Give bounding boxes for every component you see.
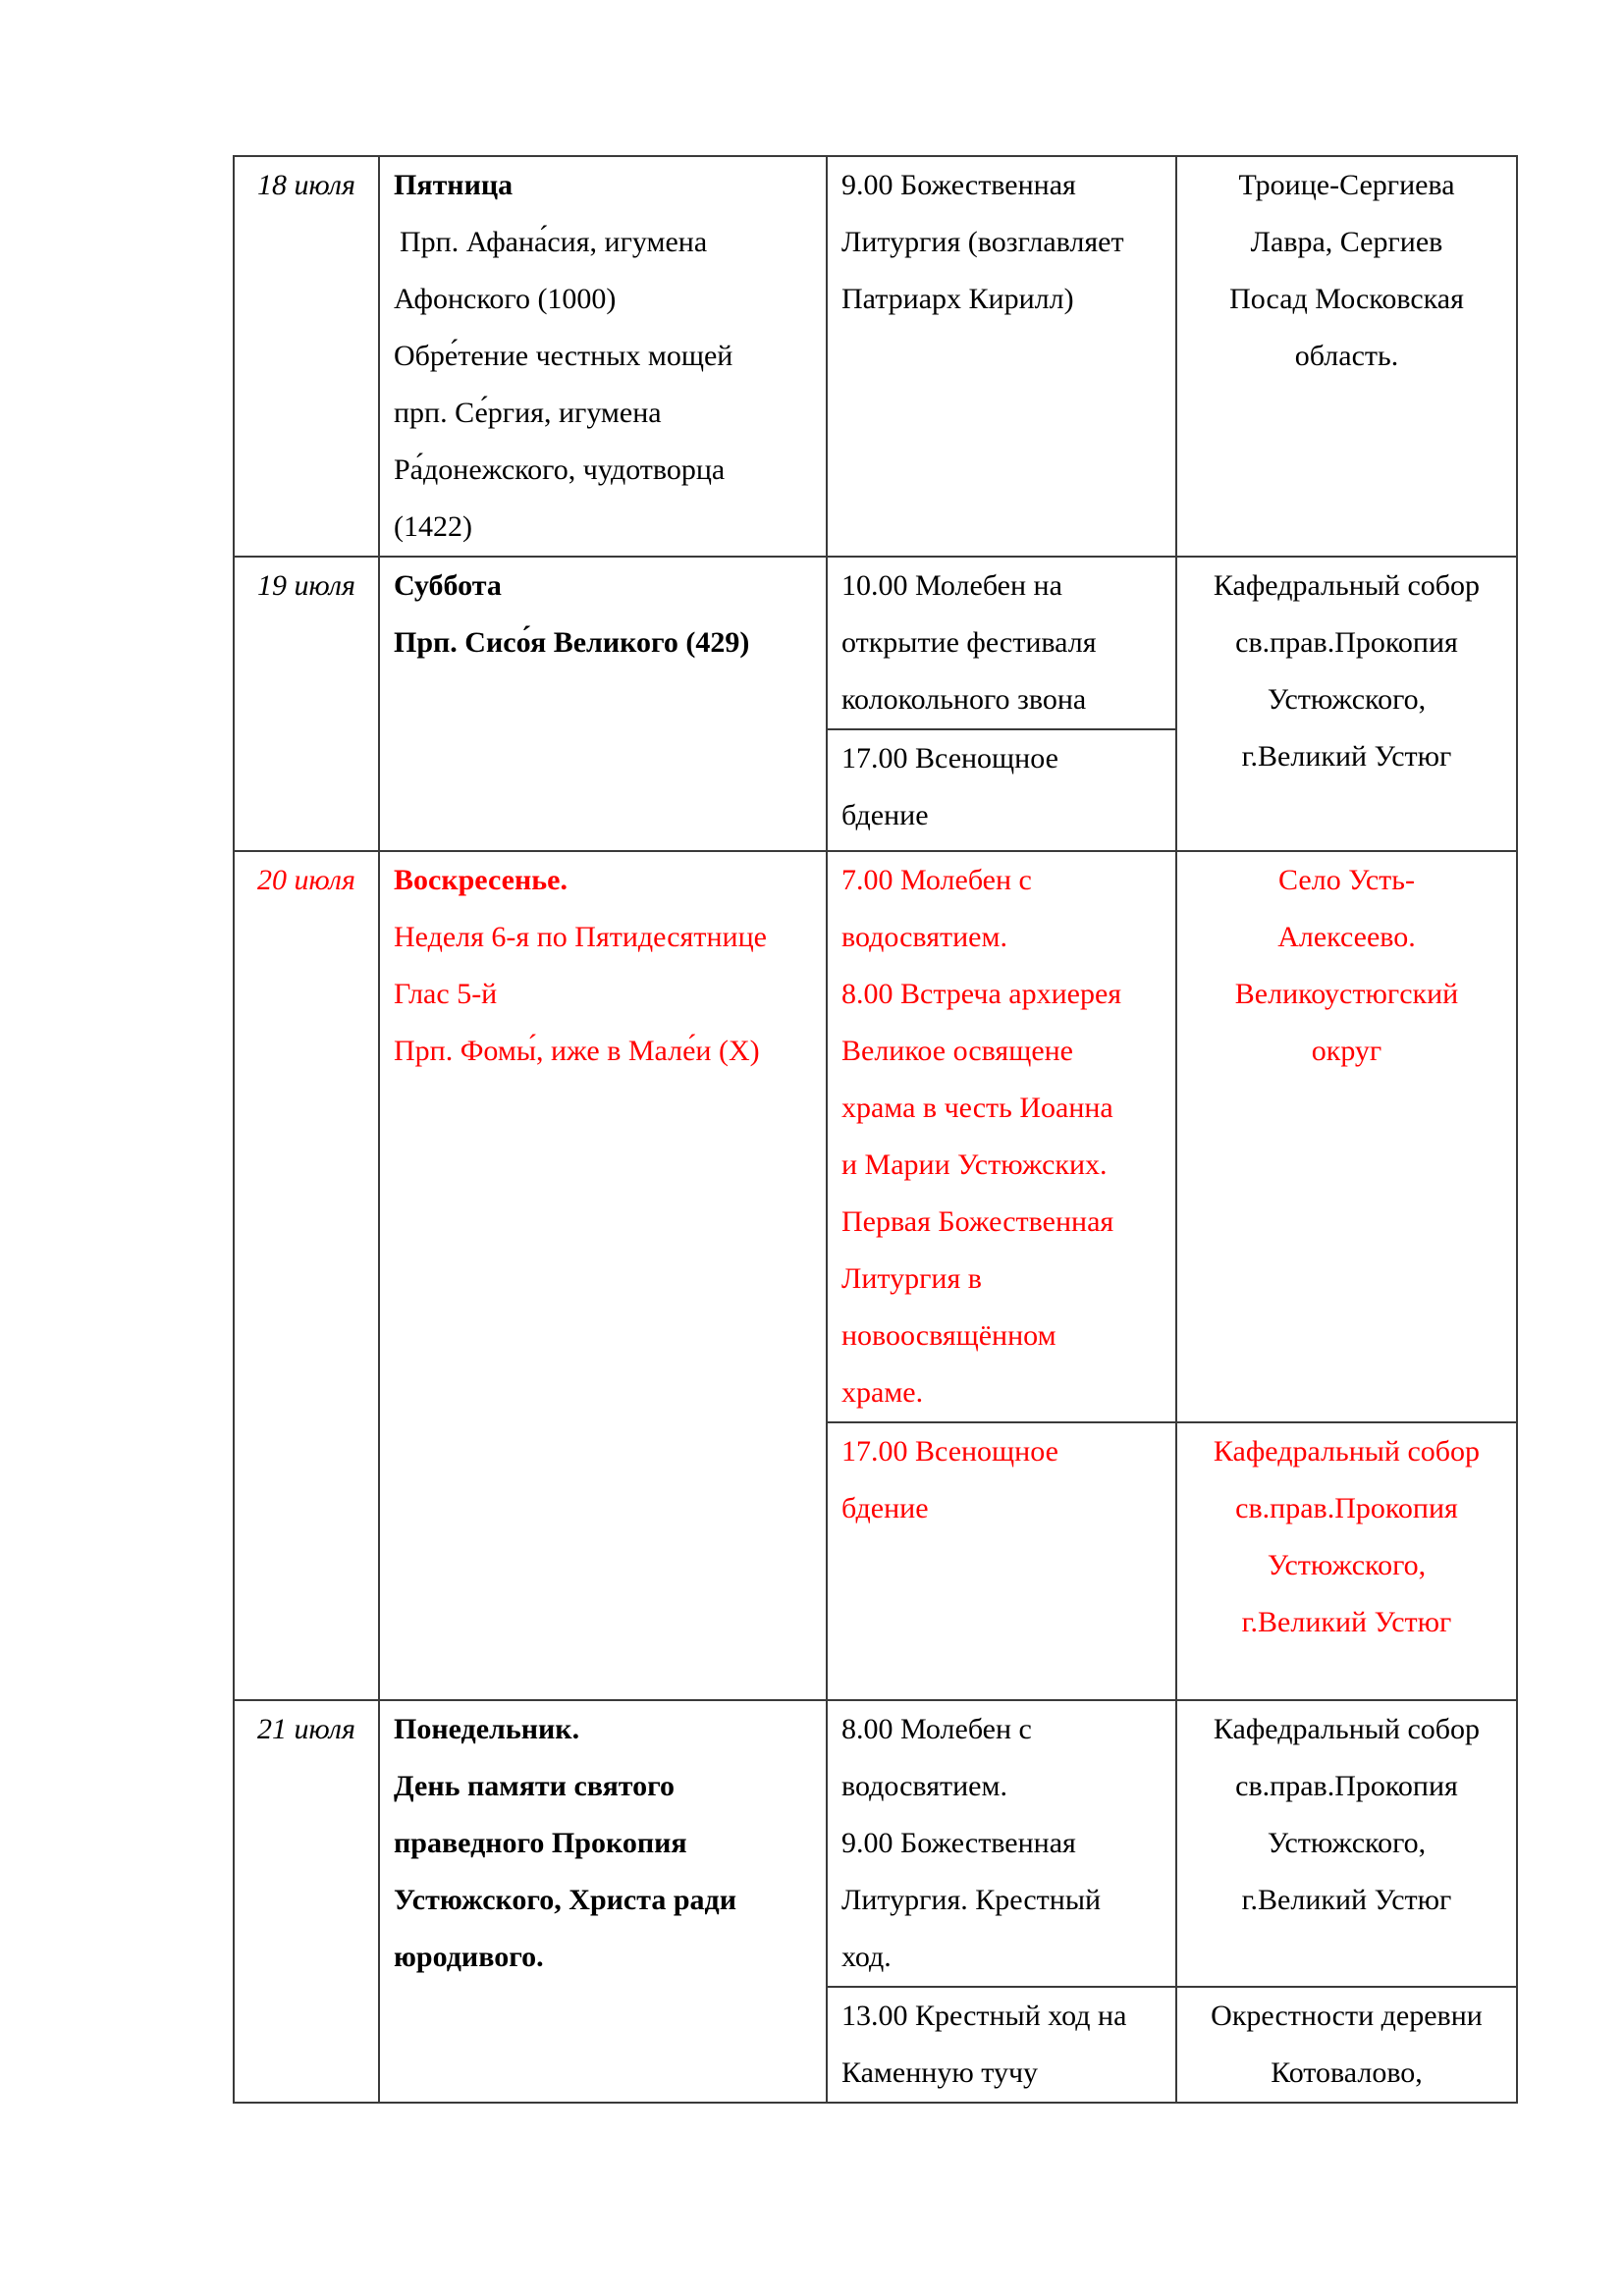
- place-line: Котовалово,: [1271, 2056, 1423, 2089]
- place-line: Лавра, Сергиев: [1250, 226, 1443, 258]
- place-line: Великоустюгский: [1234, 978, 1459, 1010]
- place-line: г.Великий Устюг: [1241, 1606, 1452, 1638]
- service-line: колокольного звона: [841, 683, 1087, 716]
- commemoration-line: Неделя 6-я по Пятидесятнице: [394, 921, 767, 953]
- service-line: Литургия. Крестный: [841, 1884, 1102, 1916]
- commemoration-cell: [379, 1700, 827, 2103]
- place-cell: [1176, 557, 1517, 851]
- place-cell: [1176, 1422, 1517, 1700]
- service-line: 10.00 Молебен на: [841, 569, 1062, 602]
- commemoration-line: Устюжского, Христа ради: [394, 1884, 736, 1916]
- place-line: Троице-Сергиева: [1238, 169, 1455, 201]
- service-line: ход.: [841, 1941, 892, 1973]
- table-row-21-july: [234, 1700, 1517, 1987]
- place-line: г.Великий Устюг: [1241, 740, 1452, 773]
- place-line: область.: [1294, 340, 1399, 372]
- commemoration-line: Афонского (1000): [394, 283, 617, 315]
- date-label: 20 июля: [257, 864, 355, 896]
- place-line: Кафедральный собор: [1213, 569, 1481, 602]
- commemoration-line: праведного Прокопия: [394, 1827, 687, 1859]
- service-line: Литургия в: [841, 1262, 982, 1295]
- service-line: Первая Божественная: [841, 1205, 1114, 1238]
- place-line: г.Великий Устюг: [1241, 1884, 1452, 1916]
- place-line: Устюжского,: [1267, 1827, 1427, 1859]
- table-row-19-july: [234, 557, 1517, 729]
- place-line: св.прав.Прокопия: [1235, 626, 1458, 659]
- commemoration-line: Прп. Афана́сия, игумена: [400, 226, 708, 258]
- service-cell: [827, 1700, 1176, 1987]
- place-line: Кафедральный собор: [1213, 1435, 1481, 1468]
- place-cell: [1176, 851, 1517, 1422]
- date-cell: [234, 1700, 379, 2103]
- service-line: Литургия (возглавляет: [841, 226, 1124, 258]
- commemoration-line: Обре́тение честных мощей: [394, 340, 733, 372]
- table-row-20-july: [234, 851, 1517, 1422]
- commemoration-line: Ра́донежского, чудотворца: [394, 454, 726, 486]
- service-line: 7.00 Молебен с: [841, 864, 1032, 896]
- service-line: Каменную тучу: [841, 2056, 1039, 2089]
- service-cell: [827, 1422, 1176, 1700]
- place-line: Устюжского,: [1267, 1549, 1427, 1581]
- service-line: бдение: [841, 1492, 929, 1524]
- table-row-18-july: [234, 156, 1517, 557]
- service-cell: [827, 851, 1176, 1422]
- service-line: и Марии Устюжских.: [841, 1148, 1108, 1181]
- service-line: новоосвящённом: [841, 1319, 1056, 1352]
- date-cell: [234, 156, 379, 557]
- service-line: 9.00 Божественная: [841, 1827, 1076, 1859]
- commemoration-line: юродивого.: [394, 1941, 544, 1973]
- commemoration-cell: [379, 557, 827, 851]
- commemoration-line: Прп. Сисо́я Великого (429): [394, 626, 750, 659]
- date-label: 21 июля: [257, 1713, 355, 1745]
- date-label: 19 июля: [257, 569, 355, 602]
- service-line: 9.00 Божественная: [841, 169, 1076, 201]
- place-line: Село Усть-: [1278, 864, 1415, 896]
- weekday-label: Понедельник.: [394, 1713, 580, 1745]
- weekday-label: Пятница: [394, 169, 514, 201]
- place-line: Окрестности деревни: [1211, 2000, 1483, 2032]
- commemoration-cell: [379, 851, 827, 1700]
- service-line: храма в честь Иоанна: [841, 1092, 1113, 1124]
- date-cell: [234, 557, 379, 851]
- place-cell: [1176, 1700, 1517, 1987]
- service-line: 17.00 Всенощное: [841, 742, 1058, 774]
- date-label: 18 июля: [257, 169, 355, 201]
- weekday-label: Суббота: [394, 569, 502, 602]
- place-line: Посад Московская: [1229, 283, 1464, 315]
- commemoration-line: прп. Се́ргия, игумена: [394, 397, 662, 429]
- place-cell: [1176, 1987, 1517, 2103]
- service-cell: [827, 1987, 1176, 2103]
- commemoration-line: Глас 5-й: [394, 978, 498, 1010]
- place-line: св.прав.Прокопия: [1235, 1492, 1458, 1524]
- commemoration-cell: [379, 156, 827, 557]
- place-line: округ: [1311, 1035, 1382, 1067]
- service-cell: [827, 729, 1176, 851]
- service-line: открытие фестиваля: [841, 626, 1097, 659]
- place-line: св.прав.Прокопия: [1235, 1770, 1458, 1802]
- commemoration-line: Прп. Фомы́, иже в Мале́и (X): [394, 1035, 760, 1067]
- commemoration-line: День памяти святого: [394, 1770, 676, 1802]
- service-cell: [827, 557, 1176, 729]
- service-line: водосвятием.: [841, 1770, 1007, 1802]
- service-line: Великое освящене: [841, 1035, 1074, 1067]
- place-line: Алексеево.: [1277, 921, 1416, 953]
- place-line: Кафедральный собор: [1213, 1713, 1481, 1745]
- place-line: Устюжского,: [1267, 683, 1427, 716]
- date-cell: [234, 851, 379, 1700]
- place-cell: [1176, 156, 1517, 557]
- service-line: Патриарх Кирилл): [841, 283, 1074, 315]
- service-line: 17.00 Всенощное: [841, 1435, 1058, 1468]
- service-cell: [827, 156, 1176, 557]
- commemoration-line: (1422): [394, 510, 472, 543]
- service-line: бдение: [841, 799, 929, 831]
- service-line: 13.00 Крестный ход на: [841, 2000, 1127, 2032]
- service-line: 8.00 Молебен с: [841, 1713, 1032, 1745]
- service-line: 8.00 Встреча архиерея: [841, 978, 1122, 1010]
- schedule-table: [233, 155, 1518, 2104]
- service-line: водосвятием.: [841, 921, 1007, 953]
- service-line: храме.: [841, 1376, 924, 1409]
- weekday-label: Воскресенье.: [394, 864, 568, 896]
